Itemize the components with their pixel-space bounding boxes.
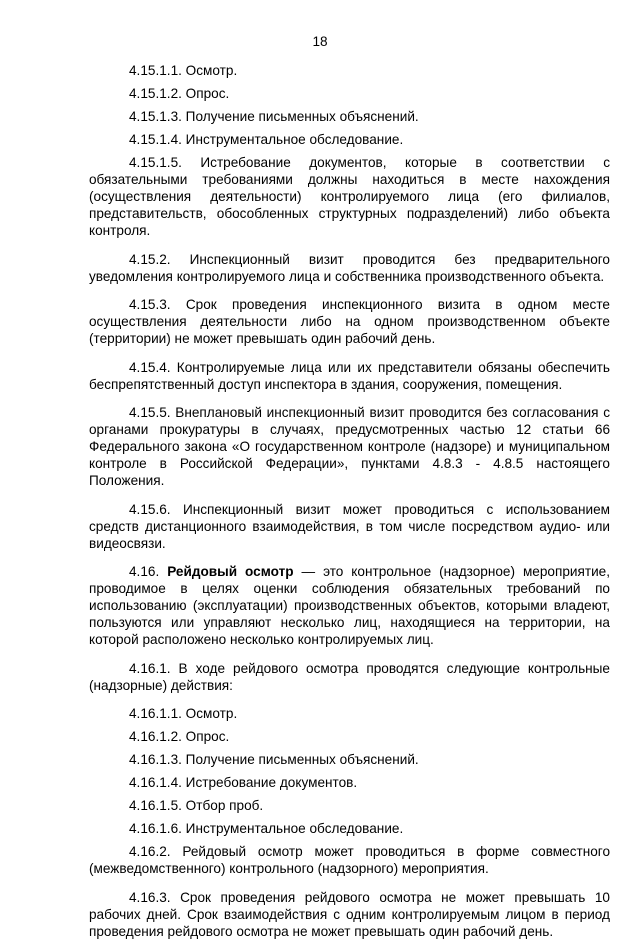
section-number: 4.16. xyxy=(129,564,168,579)
paragraph: 4.15.1.3. Получение письменных объяснений. xyxy=(129,109,419,124)
paragraph: 4.15.5. Внеплановый инспекционный визит проводится без согласования с органами прокуратуры в случаях, предусмотренных частью 12 статьи 66 Федерального закона «О государственном контроле (надзоре) и муниципальном контроле в Российской Федерации», пунктами 4.8.3 - 4.8.5 настоящего Положения. xyxy=(89,405,610,488)
paragraph: 4.16.1.6. Инструментальное обследование. xyxy=(129,821,404,836)
paragraph: 4.16.1.5. Отбор проб. xyxy=(129,798,264,813)
paragraph: 4.15.1.1. Осмотр. xyxy=(129,63,238,78)
paragraph: 4.15.3. Срок проведения инспекционного визита в одном месте осуществления деятельности либо на одном производственном объекте (территории) не может превышать один рабочий день. xyxy=(89,297,610,346)
paragraph: 4.16.1. В ходе рейдового осмотра проводятся следующие контрольные (надзорные) действия: xyxy=(89,660,610,693)
paragraph: 4.16.1.3. Получение письменных объяснений. xyxy=(129,752,419,767)
paragraph: 4.16.3. Срок проведения рейдового осмотра не может превышать 10 рабочих дней. Срок взаимодействия с одним контролируемым лицом в период проведения рейдового осмотра не может превышать один рабочий день. xyxy=(89,889,610,939)
defined-term: Рейдовый осмотр xyxy=(167,564,294,579)
paragraph: 4.16.1.2. Опрос. xyxy=(129,729,230,744)
paragraph xyxy=(89,563,610,648)
paragraph: 4.15.1.5. Истребование документов, которые в соответствии с обязательными требованиями должны находиться в месте нахождения (осуществления деятельности) контролируемого лица (его филиалов, представительств, обособленных структурных подразделений) либо объекта контроля. xyxy=(89,155,610,238)
paragraph: 4.16.1.4. Истребование документов. xyxy=(129,775,358,790)
paragraph-text: — это контрольное (надзорное) мероприятие, проводимое в целях оценки соблюдения обязательных требований по использованию (эксплуатации) производственных объектов, которыми владеют, пользуются или управляют несколько лиц, находящиеся на территории, на которой расположено несколько контролируемых лиц. xyxy=(89,564,611,647)
paragraph: 4.16.2. Рейдовый осмотр может проводиться в форме совместного (межведомственного) контрольного (надзорного) мероприятия. xyxy=(89,844,610,876)
page-number: 18 xyxy=(312,34,328,49)
paragraph: 4.15.1.4. Инструментальное обследование. xyxy=(129,132,404,147)
paragraph: 4.15.6. Инспекционный визит может проводиться с использованием средств дистанционного взаимодействия, в том числе посредством аудио- или видеосвязи. xyxy=(89,501,610,551)
paragraph: 4.15.1.2. Опрос. xyxy=(129,86,230,101)
paragraph: 4.15.4. Контролируемые лица или их представители обязаны обеспечить беспрепятственный доступ инспектора в здания, сооружения, помещения. xyxy=(89,359,610,392)
paragraph: 4.15.2. Инспекционный визит проводится без предварительного уведомления контролируемого лица и собственника производственного объекта. xyxy=(89,251,610,284)
document-body xyxy=(89,62,610,951)
paragraph: 4.16.1.1. Осмотр. xyxy=(129,706,238,721)
